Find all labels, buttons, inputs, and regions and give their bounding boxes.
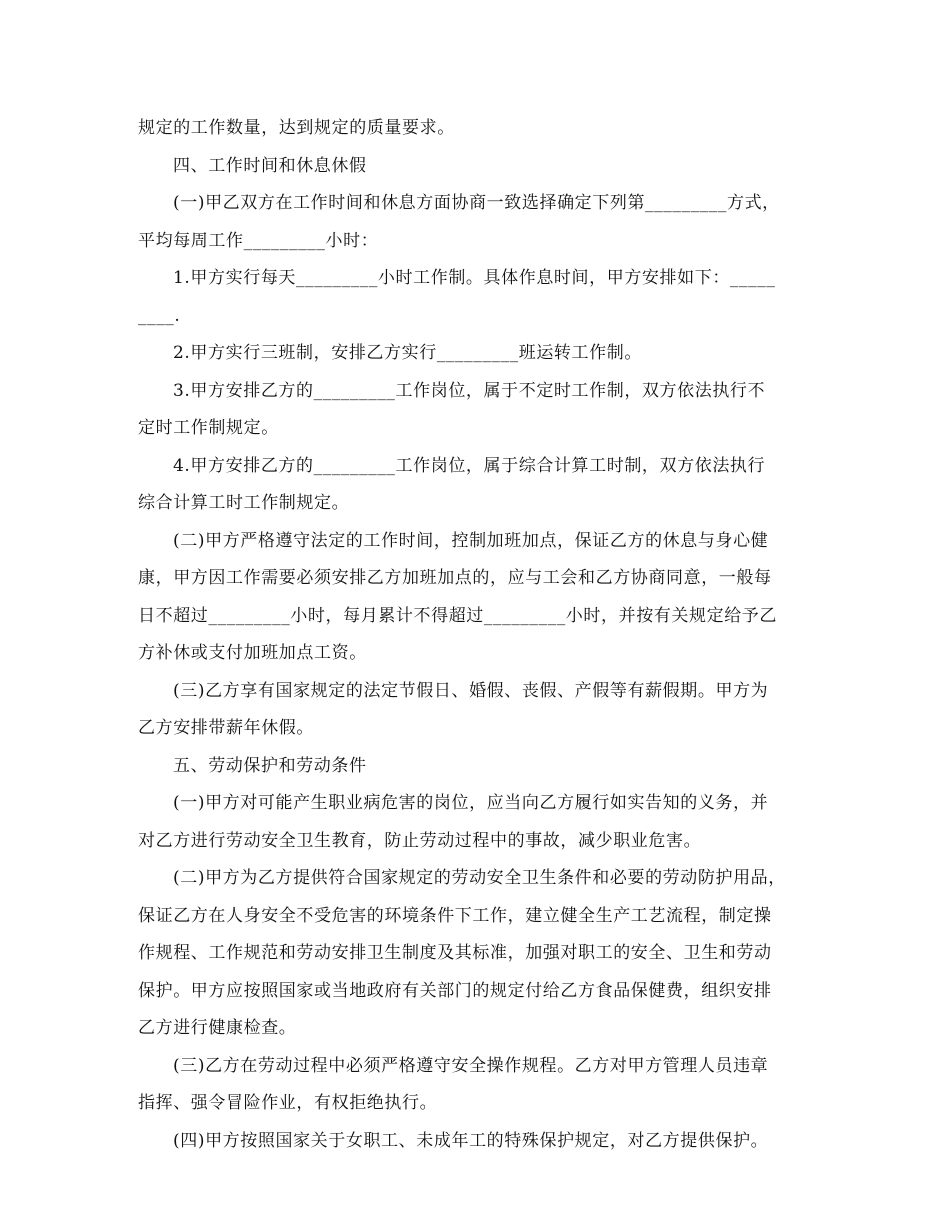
text-line: (一)甲方对可能产生职业病危害的岗位，应当向乙方履行如实告知的义务，并 <box>173 793 769 813</box>
text-line: (四)甲方按照国家关于女职工、未成年工的特殊保护规定，对乙方提供保护。 <box>173 1130 769 1151</box>
text-line: (三)乙方在劳动过程中必须严格遵守安全操作规程。乙方对甲方管理人员违章 <box>173 1055 769 1076</box>
text-line: 保证乙方在人身安全不受危害的环境条件下工作，建立健全生产工艺流程，制定操 <box>138 905 772 926</box>
text-line: 康，甲方因工作需要必须安排乙方加班加点的，应与工会和乙方协商同意，一般每 <box>138 568 772 588</box>
text-line: 作规程、工作规范和劳动安排卫生制度及其标准，加强对职工的安全、卫生和劳动 <box>138 943 772 963</box>
text-line: 定时工作制规定。 <box>138 418 279 438</box>
text-line: (三)乙方享有国家规定的法定节假日、婚假、丧假、产假等有薪假期。甲方为 <box>173 680 769 701</box>
text-line: (二)甲方为乙方提供符合国家规定的劳动安全卫生条件和必要的劳动防护用品， <box>173 868 786 888</box>
text-line: 保护。甲方应按照国家或当地政府有关部门的规定付给乙方食品保健费，组织安排 <box>138 980 772 1001</box>
text-line: 四、工作时间和休息休假 <box>173 155 367 176</box>
text-line: 2.甲方实行三班制，安排乙方实行_________班运转工作制。 <box>173 343 642 363</box>
text-line: (二)甲方严格遵守法定的工作时间，控制加班加点，保证乙方的休息与身心健 <box>173 530 769 551</box>
text-line: 五、劳动保护和劳动条件 <box>173 755 367 776</box>
text-line: 平均每周工作_________小时： <box>138 230 379 251</box>
text-line: 日不超过_________小时，每月累计不得超过_________小时，并按有关规定给予乙 <box>138 605 777 626</box>
text-line: 指挥、强令冒险作业，有权拒绝执行。 <box>138 1093 438 1113</box>
text-line: 3.甲方安排乙方的_________工作岗位，属于不定时工作制，双方依法执行不 <box>173 380 766 401</box>
text-line: 1.甲方实行每天_________小时工作制。具体作息时间，甲方安排如下：_____ <box>173 268 776 288</box>
text-line: 方补休或支付加班加点工资。 <box>138 643 367 663</box>
text-line: 综合计算工时工作制规定。 <box>138 493 350 513</box>
document-body <box>138 110 818 1160</box>
text-line: 乙方进行健康检查。 <box>138 1018 297 1038</box>
text-line: 规定的工作数量，达到规定的质量要求。 <box>138 118 455 138</box>
text-line: 乙方安排带薪年休假。 <box>138 718 314 738</box>
text-line: 对乙方进行劳动安全卫生教育，防止劳动过程中的事故，减少职业危害。 <box>138 830 702 851</box>
text-line: 4.甲方安排乙方的_________工作岗位，属于综合计算工时制，双方依法执行 <box>173 455 766 476</box>
text-line: (一)甲乙双方在工作时间和休息方面协商一致选择确定下列第_________方式， <box>173 193 780 213</box>
text-line: ____. <box>138 305 181 326</box>
